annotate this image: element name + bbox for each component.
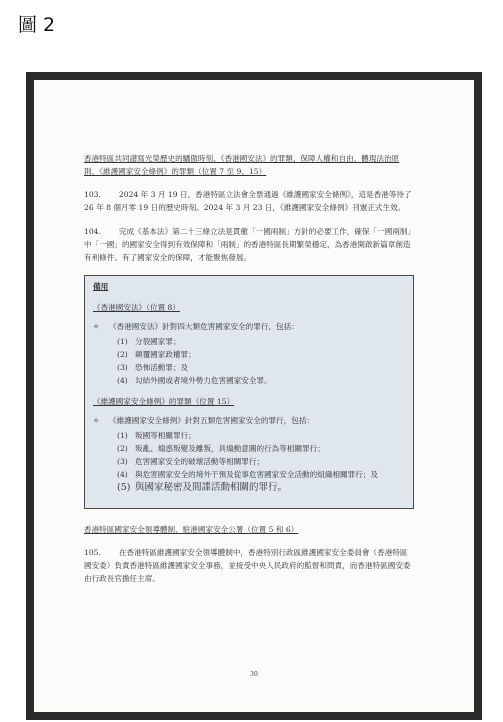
list-item: (2) 叛亂、煽惑叛變及離叛，具煽動意圖的行為等相關罪行； (117, 444, 325, 453)
diamond-bullet-icon: ✧ (93, 416, 100, 425)
page-number: 30 (250, 671, 258, 678)
document-page (34, 80, 474, 712)
bullet-text: 《香港國安法》針對四大類危害國家安全的罪行，包括： (109, 322, 299, 331)
paragraph-number: 104. (84, 227, 101, 236)
note-box (84, 275, 414, 509)
bullet-text: 《維護國家安全條例》針對五類危害國家安全的罪行，包括： (109, 416, 315, 425)
paragraph-number: 105. (84, 548, 101, 557)
section-heading-1: 香港特區共同譜寫光榮歷史的驕傲時刻、《香港國安法》的罪類、保障人權和自由、體現法治原則、《維護國家安全條例》的罪類（位置 7 至 9、15） (84, 154, 400, 176)
note-subheading-2: 《維護國家安全條例》的罪類（位置 15） (93, 397, 235, 406)
list-item: (5) 與國家秘密及間諜活動相關的罪行。 (117, 482, 288, 493)
list-item: (1) 分裂國家罪； (117, 337, 181, 346)
paragraph-text: 2024 年 3 月 19 日，香港特區立法會全票通過《維護國家安全條例》，這是香港等待了 26 年 8 個月零 19 日的歷史時刻。2024 年 3 月 23 日，《維護國家安全條例》刊憲正式生效。 (84, 190, 412, 212)
paragraph-number: 103. (84, 190, 101, 199)
note-subheading-1: 《香港國安法》（位置 8） (93, 303, 180, 312)
offence-list-1 (117, 335, 405, 387)
paragraph-104 (84, 225, 414, 264)
list-item: (2) 顛覆國家政權罪； (117, 350, 196, 359)
page-content (84, 152, 414, 596)
figure-label: 圖 2 (18, 14, 56, 36)
note-bullet-2 (93, 414, 405, 427)
paragraph-103 (84, 188, 414, 214)
paragraph-text: 完成《基本法》第二十三條立法是貫徹「一國兩制」方針的必要工作，確保「一國兩制」中「一國」的國家安全得到有效保障和「兩制」的香港特區長期繁榮穩定，為香港開啟新篇章創造有利條件。有了國家安全的保障，才能聚焦發展。 (84, 227, 412, 262)
note-title: 備用 (93, 282, 109, 291)
paragraph-105 (84, 546, 414, 585)
list-item: (1) 叛國等相關罪行； (117, 431, 196, 440)
diamond-bullet-icon: ✧ (93, 322, 100, 331)
note-bullet-1 (93, 320, 405, 333)
offence-list-2 (117, 429, 405, 494)
list-item: (3) 危害國家安全的破壞活動等相關罪行； (117, 457, 265, 466)
list-item: (4) 與危害國家安全的境外干預及從事危害國家安全活動的組織相關罪行；及 (117, 470, 378, 479)
list-item: (3) 恐怖活動罪；及 (117, 363, 189, 372)
list-item: (4) 勾結外國或者境外勢力危害國家安全罪。 (117, 376, 272, 385)
paragraph-text: 在香港特區維護國家安全領導體制中，香港特別行政區維護國家安全委員會（香港特區國安委）負責香港特區維護國家安全事務，並接受中央人民政府的監督和問責，而香港特區國安委由行政長官擔任主席。 (84, 548, 411, 583)
section-heading-2: 香港特區國家安全領導體制、駐港國家安全公署（位置 5 和 6） (84, 525, 299, 534)
